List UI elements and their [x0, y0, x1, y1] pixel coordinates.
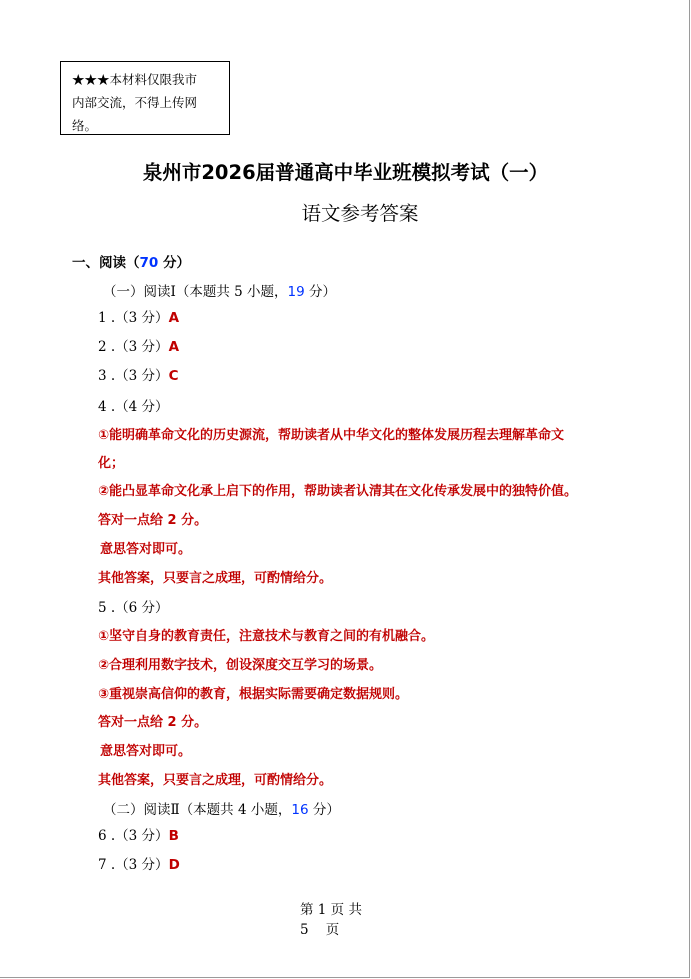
part-2-heading [103, 798, 340, 818]
document-subtitle: 语文参考答案 [301, 202, 419, 225]
question-1-prefix: 1 .（3 分） [98, 310, 169, 326]
question-7-prefix: 7 .（3 分） [98, 857, 169, 873]
question-1-answer: A [168, 310, 180, 326]
part-1-label-end: 分） [304, 284, 336, 300]
q4-grading-2: 意思答对即可。 [100, 542, 192, 557]
q5-grading-3: 其他答案，只要言之成理，可酌情给分。 [98, 773, 333, 788]
q5-grading-1: 答对一点给 2 分。 [98, 715, 208, 730]
q4-point-1-line-2: 化； [98, 456, 125, 471]
page-number-line-2: 5 页 [300, 922, 340, 938]
question-5 [98, 596, 169, 616]
q5-point-3: ③重视崇高信仰的教育，根据实际需要确定数据规则。 [98, 687, 409, 702]
notice-line-1: ★★★本材料仅限我市 [72, 72, 198, 87]
question-3-prefix: 3 .（3 分） [98, 368, 169, 384]
question-3-answer: C [168, 368, 179, 384]
part-1-heading [103, 280, 336, 300]
question-4-prefix: 4 .（4 分） [98, 399, 169, 415]
question-2-answer: A [168, 339, 180, 355]
part-2-score: 16 [291, 802, 309, 818]
section-1-score: 70 [139, 255, 159, 271]
document-title: 泉州市2026届普通高中毕业班模拟考试（一） [142, 161, 549, 184]
q4-point-2: ②能凸显革命文化承上启下的作用，帮助读者认清其在文化传承发展中的独特价值。 [98, 484, 578, 499]
q5-grading-2: 意思答对即可。 [100, 744, 192, 759]
part-2-label-end: 分） [308, 802, 340, 818]
section-1-heading [72, 251, 190, 271]
question-6-prefix: 6 .（3 分） [98, 828, 169, 844]
page-footer [300, 900, 362, 940]
q4-grading-3: 其他答案，只要言之成理，可酌情给分。 [98, 571, 333, 586]
question-7-answer: D [168, 857, 180, 873]
q5-point-1: ①坚守自身的教育责任，注意技术与教育之间的有机融合。 [98, 629, 435, 644]
question-6 [98, 824, 179, 844]
question-5-prefix: 5 .（6 分） [98, 600, 169, 616]
notice-line-2: 内部交流，不得上传网 [72, 95, 198, 110]
question-4 [98, 395, 169, 415]
question-2-prefix: 2 .（3 分） [98, 339, 169, 355]
question-1 [98, 306, 179, 326]
notice-line-3: 络。 [72, 118, 98, 133]
section-1-label-end: 分） [158, 255, 190, 271]
confidential-notice-box [60, 61, 230, 135]
question-3 [98, 364, 178, 384]
question-6-answer: B [168, 828, 179, 844]
question-7 [98, 853, 180, 873]
q4-grading-1: 答对一点给 2 分。 [98, 513, 208, 528]
part-1-score: 19 [287, 284, 305, 300]
section-1-label: 一、阅读（ [72, 255, 140, 271]
part-2-label: （二）阅读Ⅱ（本题共 4 小题， [103, 802, 292, 818]
page-number-line-1: 第 1 页 共 [300, 902, 362, 918]
q4-point-1-line-1: ①能明确革命文化的历史源流，帮助读者从中华文化的整体发展历程去理解革命文 [98, 428, 565, 443]
question-2 [98, 335, 179, 355]
part-1-label: （一）阅读Ⅰ（本题共 5 小题， [103, 284, 288, 300]
q5-point-2: ②合理利用数字技术，创设深度交互学习的场景。 [98, 658, 383, 673]
